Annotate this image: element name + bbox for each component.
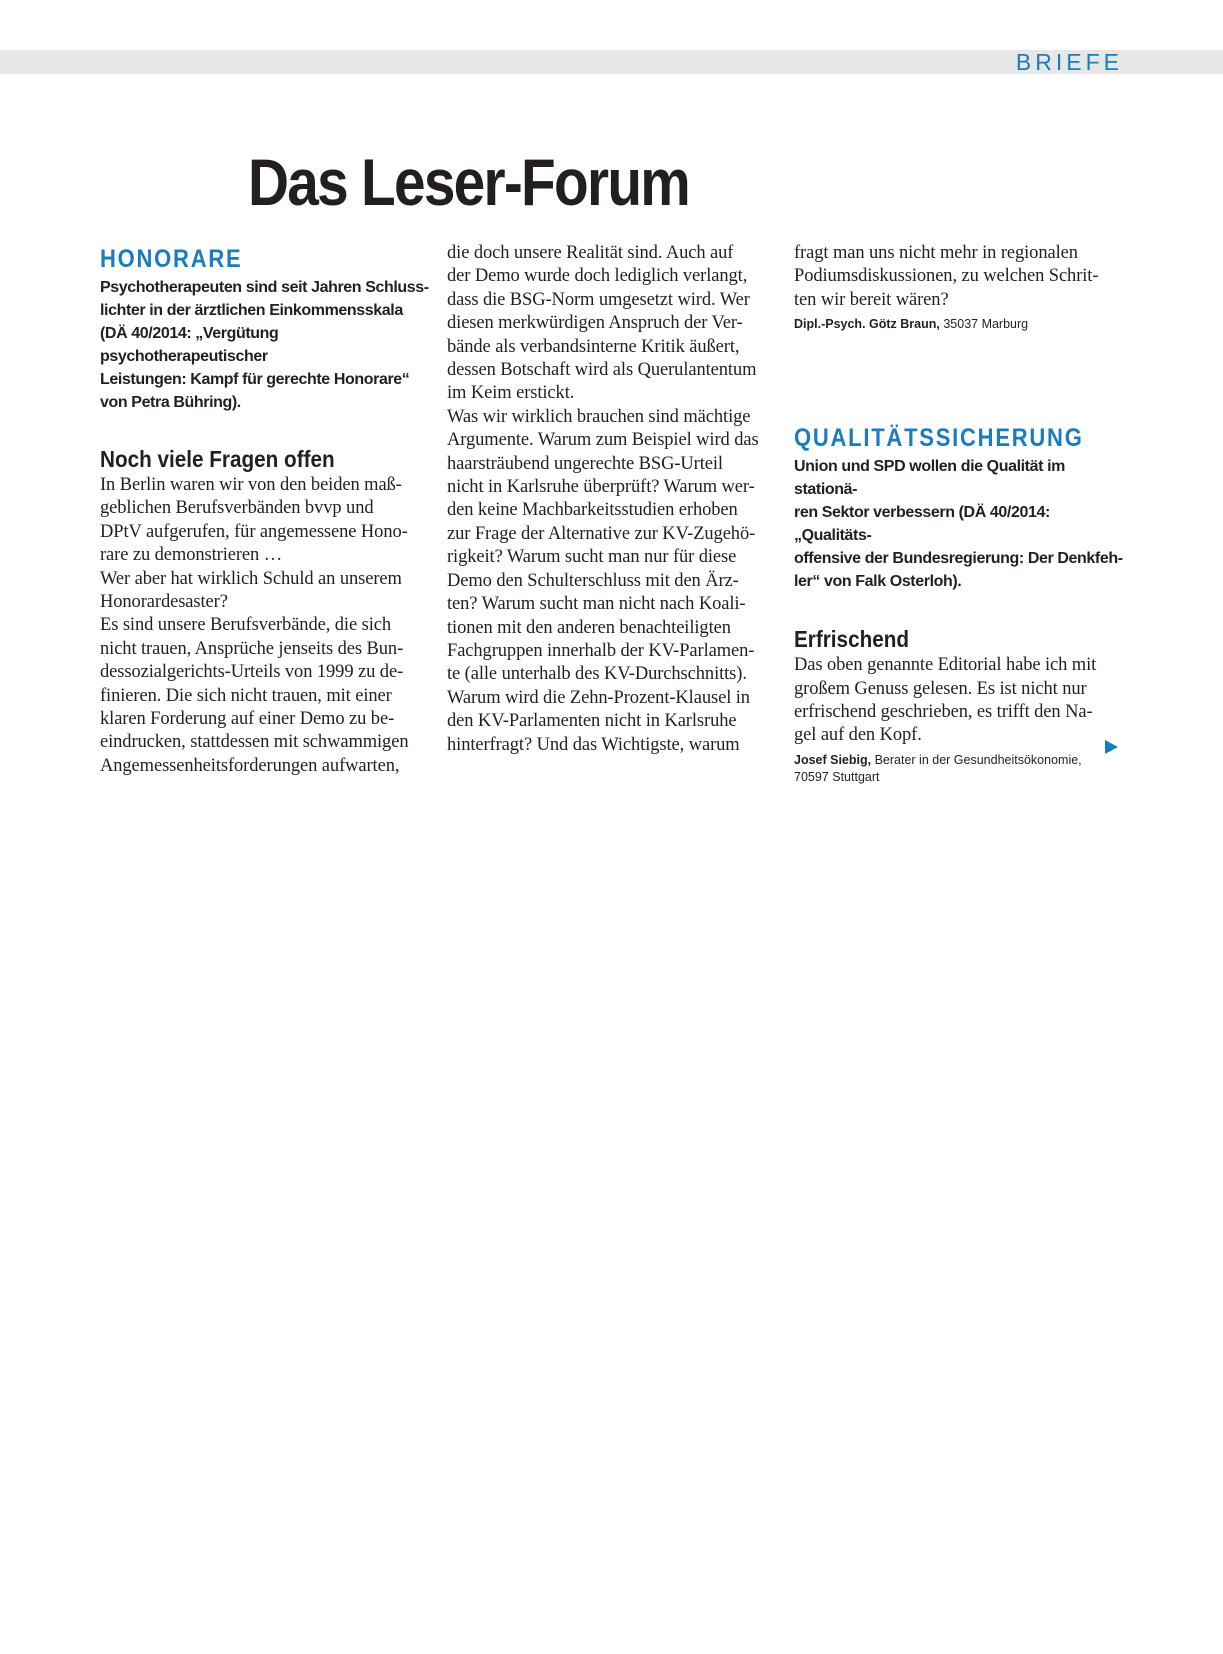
letter2-author-place: Berater in der Gesundheitsökonomie, 70597 Stuttgart [794, 752, 1082, 784]
letter2-body: Das oben genannte Editorial habe ich mit großem Genuss gelesen. Es ist nicht nur erfrischend geschrieben, es trifft den Na- gel auf den Kopf. [794, 655, 1097, 746]
column-2 [447, 242, 782, 757]
letter1-body-part3: fragt man uns nicht mehr in regionalen Podiumsdiskussionen, zu welchen Schrit- ten wir bereit wären? [794, 243, 1099, 310]
section-label: BRIEFE [1015, 49, 1123, 75]
teaser-qualitaetssicherung: Union und SPD wollen die Qualität im stationä- ren Sektor verbessern (DÄ 40/2014: „Qualitäts- offensive der Bundesregierung: Der Denkfeh- ler“ von Falk Osterloh). [794, 458, 1123, 591]
column-1 [100, 242, 435, 778]
rubric-qualitaetssicherung: QUALITÄTSSICHERUNG [794, 424, 1084, 453]
letter1-signature [794, 316, 1124, 333]
letter1-body-part1: In Berlin waren wir von den beiden maß- geblichen Berufsverbänden bvvp und DPtV aufgerufen, für angemessene Hono- rare zu demonstrieren … Wer aber hat wirklich Schuld an unserem Honorardesaster? Es sind unsere Berufsverbände, die sich nicht trauen, Ansprüche jenseits des Bun- dessozialgerichts-Urteils von 1999 zu de- finieren. Die sich nicht trauen, mit einer klaren Forderung auf einer Demo zu be- eindrucken, stattdessen mit schwammigen Angemessenheitsforderungen aufwarten, [100, 475, 409, 776]
letter2-signature [794, 752, 1124, 786]
headline-noch-viele-fragen: Noch viele Fragen offen [100, 446, 335, 472]
letter2-author-name: Josef Siebig, [794, 752, 872, 767]
letter1-author-name: Dipl.-Psych. Götz Braun, [794, 317, 940, 332]
letter1-body-part2: die doch unsere Realität sind. Auch auf der Demo wurde doch lediglich verlangt, dass die BSG-Norm umgesetzt wird. Wer diesen merkwürdigen Anspruch der Ver- bände als verbandsinterne Kritik äußert, dessen Botschaft wird als Querulantentum im Keim erstickt. Was wir wirklich brauchen sind mächtige Argumente. Warum zum Beispiel wird das haarsträubend ungerechte BSG-Urteil nicht in Karlsruhe überprüft? Warum wer- den keine Machbarkeitsstudien erhoben zur Frage der Alternative zur KV-Zugehö- rigkeit? Warum sucht man nur für diese Demo den Schulterschluss mit den Ärz- ten? Warum sucht man nicht nach Koali- tionen mit den anderen benachteiligten Fachgruppen innerhalb der KV-Parlamen- te (alle unterhalb des KV-Durchschnitts). Warum wird die Zehn-Prozent-Klausel in den KV-Parlamenten nicht in Karlsruhe hinterfragt? Und das Wichtigste, warum [447, 243, 759, 755]
headline-erfrischend: Erfrischend [794, 626, 910, 653]
rubric-honorare: HONORARE [100, 245, 243, 273]
letter1-author-place: 35037 Marburg [939, 317, 1029, 332]
continue-arrow-icon [1105, 740, 1118, 754]
column-3 [794, 242, 1124, 786]
page-title: Das Leser-Forum [248, 145, 690, 219]
teaser-honorare: Psychotherapeuten sind seit Jahren Schluss- lichter in der ärztlichen Einkommensskala (DÄ 40/2014: „Vergütung psychotherapeutischer Leistungen: Kampf für gerechte Honorare“ von Petra Bühring). [100, 279, 429, 411]
